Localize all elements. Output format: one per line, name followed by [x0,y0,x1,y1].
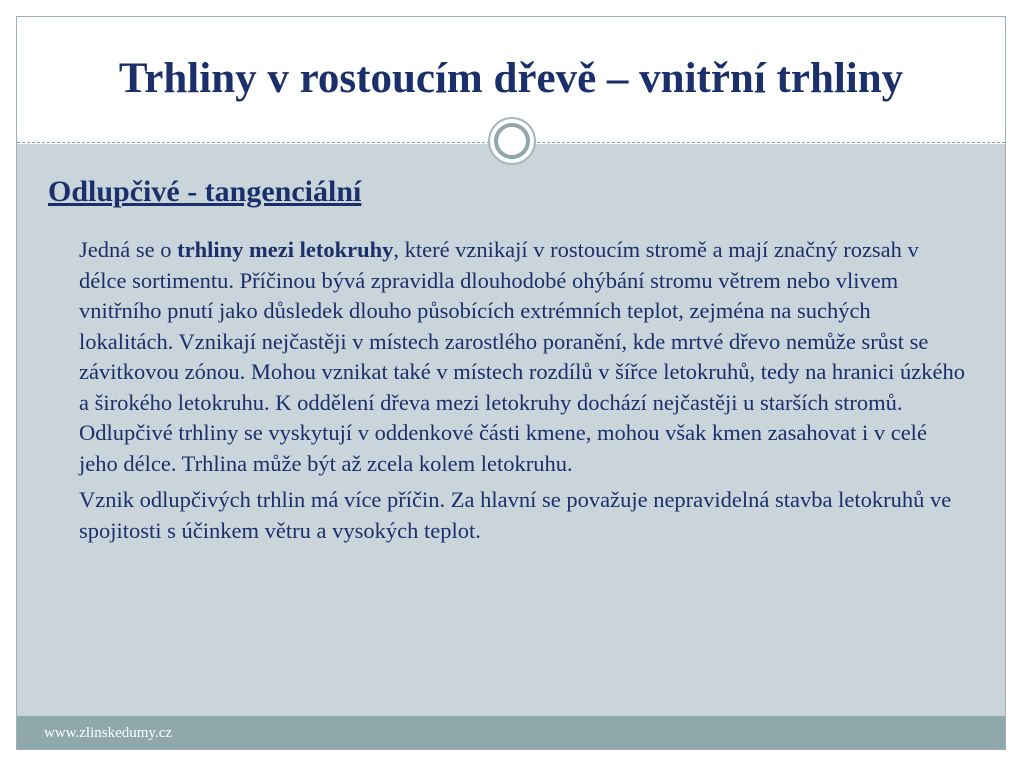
paragraph-2: Vznik odlupčivých trhlin má více příčin. Za hlavní se považuje nepravidelná stavba letokruhů ve spojitosti s účinkem větru a vysokých teplot. [79,487,952,543]
paragraph-1-intro: Jedná se o [79,237,178,262]
paragraph-1-rest: , které vznikají v rostoucím stromě a mají značný rozsah v délce sortimentu. Příčinou bývá zpravidla dlouhodobé ohýbání stromu větrem nebo vlivem vnitřního pnutí jako důsledek dlouho působících extrémních teplot, zejména na suchých lokalitách. Vznikají nejčastěji v místech zarostlého poranění, kde mrtvé dřevo nemůže srůst se závitkovou zónou. Mohou vznikat také v místech rozdílů v šířce letokruhů, tedy na hranici úzkého a širokého letokruhu. K oddělení dřeva mezi letokruhy dochází nejčastěji u starších stromů. Odlupčivé trhliny se vyskytují v oddenkové části kmene, mohou však kmen zasahovat i v celé jeho délce. Trhlina může být až zcela kolem letokruhu. [79,237,966,476]
paragraph-1-bold: trhliny mezi letokruhy [177,237,394,262]
paragraph-1 [79,235,969,479]
footer-website: www.zlinskedumy.cz [44,725,173,741]
body-text [79,235,969,552]
slide-title: Trhliny v rostoucím dřevě – vnitřní trhliny [118,55,904,102]
slide-footer [17,716,1005,750]
decorative-ring-icon [494,123,530,159]
section-heading: Odlupčivé - tangenciální [48,175,362,208]
slide [16,16,1006,750]
